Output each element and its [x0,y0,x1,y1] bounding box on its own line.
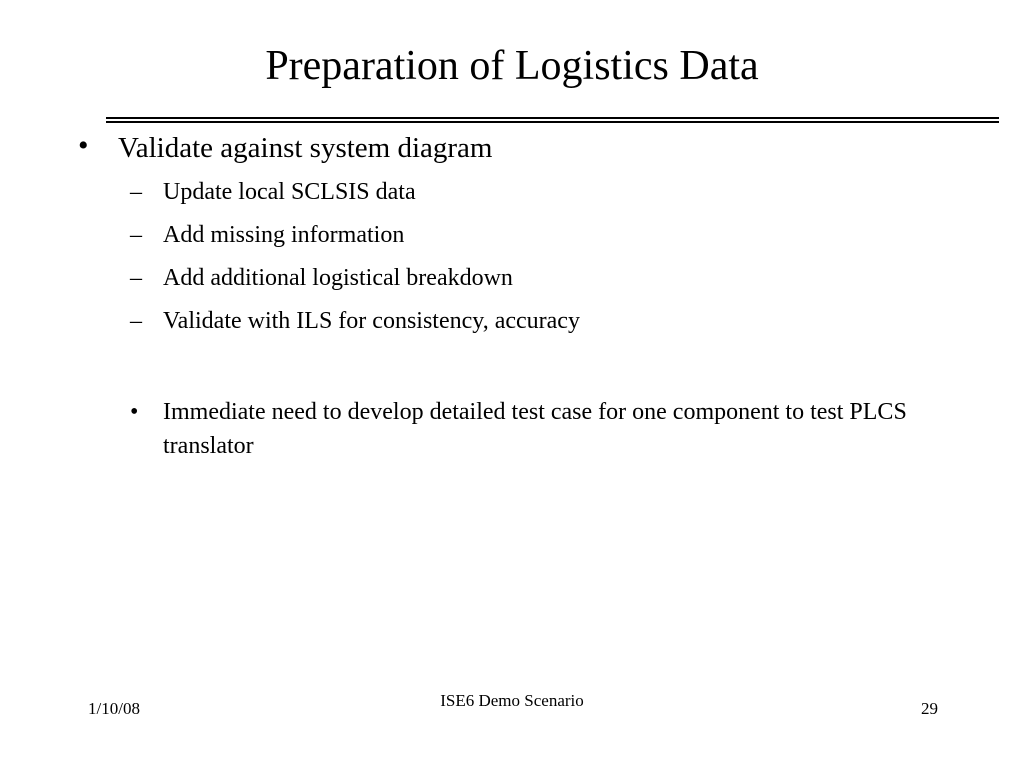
footer-date: 1/10/08 [88,699,140,718]
sub-bullet-text: Update local SCLSIS data [163,179,416,205]
bullet-text: Immediate need to develop detailed test case for one component to test PLCS translator [163,399,907,459]
dash-marker: – [130,179,142,205]
title-divider-bottom [106,121,999,123]
dash-marker: – [130,222,142,248]
sub-bullet-text: Add missing information [163,222,405,248]
bullet-text: Validate against system diagram [118,132,493,164]
bullet-dot-icon: • [78,129,89,162]
slide-title: Preparation of Logistics Data [265,43,759,89]
title-divider-top [106,117,999,119]
footer-presentation-title: ISE6 Demo Scenario [440,691,584,710]
bullet-dot-icon: • [130,399,139,425]
dash-marker: – [130,308,142,334]
page-number: 29 [921,699,938,718]
sub-bullet-text: Add additional logistical breakdown [163,265,513,291]
dash-marker: – [130,265,142,291]
sub-bullet-text: Validate with ILS for consistency, accuracy [163,308,580,334]
